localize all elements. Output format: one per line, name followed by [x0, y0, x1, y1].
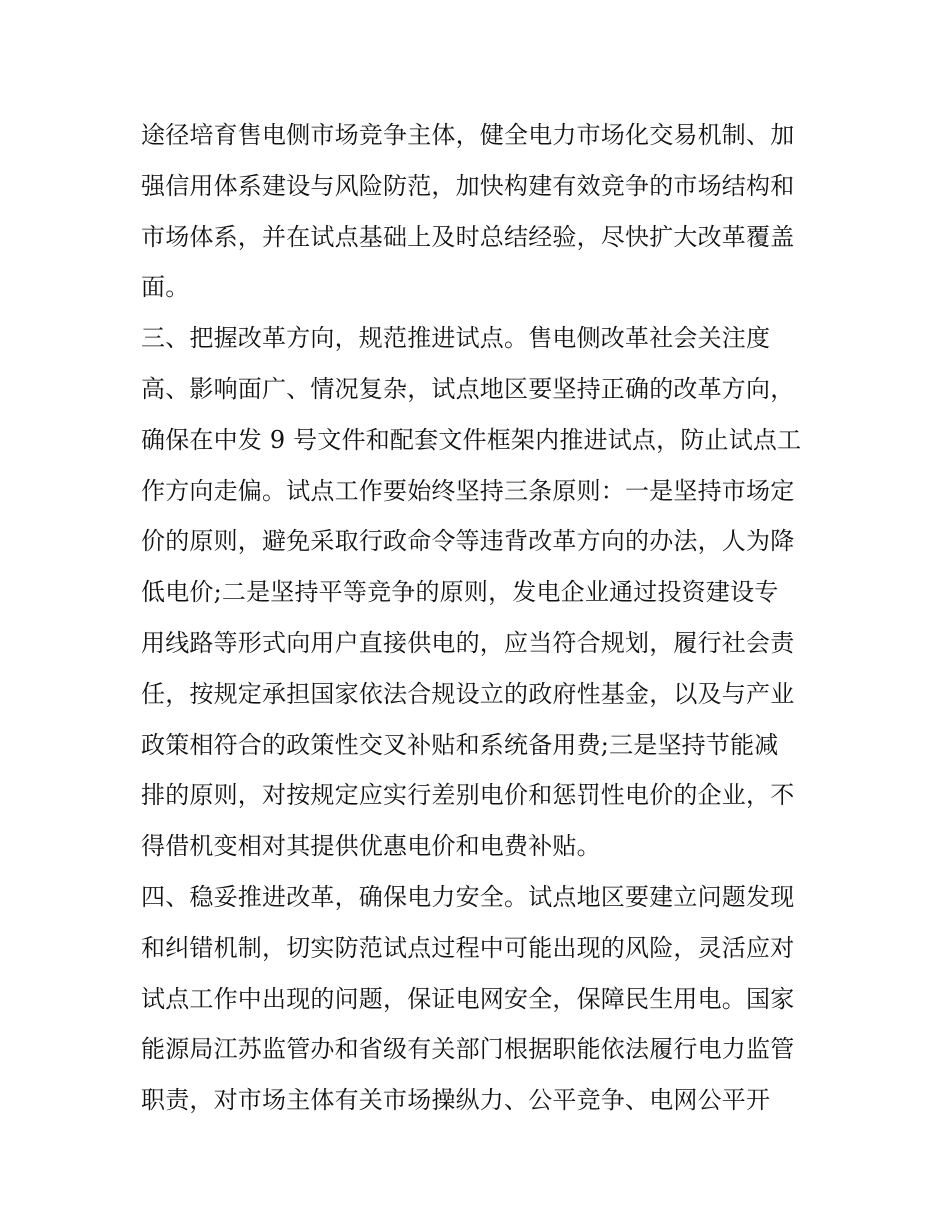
text-line: 市场体系，并在试点基础上及时总结经验，尽快扩大改革覆盖 — [141, 222, 795, 251]
text-line: 试点工作中出现的问题，保证电网安全，保障民生用电。国家 — [141, 984, 795, 1013]
text-line: 高、影响面广、情况复杂，试点地区要坚持正确的改革方向， — [141, 374, 795, 403]
section-heading-line: 四、稳妥推进改革，确保电力安全。试点地区要建立问题发现 — [141, 882, 795, 911]
text-line: 政策相符合的政策性交叉补贴和系统备用费;三是坚持节能减 — [141, 730, 779, 759]
text-line: 和纠错机制，切实防范试点过程中可能出现的风险，灵活应对 — [141, 933, 795, 962]
text-line: 能源局江苏监管办和省级有关部门根据职能依法履行电力监管 — [141, 1035, 795, 1064]
body-text — [141, 110, 821, 1126]
text-line: 作方向走偏。试点工作要始终坚持三条原则：一是坚持市场定 — [141, 476, 795, 505]
text-line: 低电价;二是坚持平等竞争的原则，发电企业通过投资建设专 — [141, 578, 779, 607]
text-line: 强信用体系建设与风险防范，加快构建有效竞争的市场结构和 — [141, 171, 795, 200]
text-line: 面。 — [141, 273, 190, 302]
section-heading-line: 三、把握改革方向，规范推进试点。售电侧改革社会关注度 — [141, 324, 771, 353]
text-line: 用线路等形式向用户直接供电的，应当符合规划，履行社会责 — [141, 628, 795, 657]
text-line: 任，按规定承担国家依法合规设立的政府性基金，以及与产业 — [141, 679, 795, 708]
text-line: 确保在中发 9 号文件和配套文件框架内推进试点，防止试点工 — [141, 425, 802, 454]
text-line: 价的原则，避免采取行政命令等违背改革方向的办法，人为降 — [141, 527, 795, 556]
text-line: 途径培育售电侧市场竞争主体，健全电力市场化交易机制、加 — [141, 121, 795, 149]
text-line: 排的原则，对按规定应实行差别电价和惩罚性电价的企业，不 — [141, 781, 795, 810]
text-line: 职责，对市场主体有关市场操纵力、公平竞争、电网公平开 — [141, 1086, 771, 1115]
text-line: 得借机变相对其提供优惠电价和电费补贴。 — [141, 832, 601, 861]
